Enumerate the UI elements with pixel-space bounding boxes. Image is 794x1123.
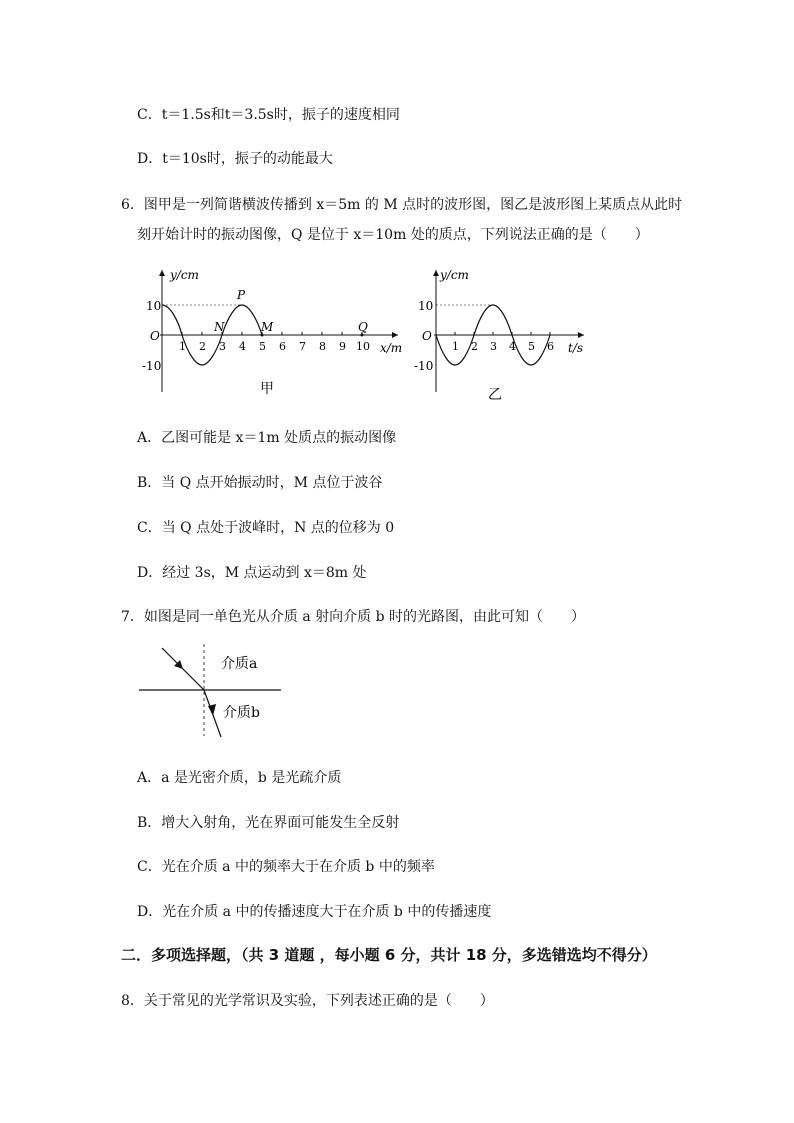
figure-light-path (135, 640, 295, 750)
origin-label: O (150, 329, 160, 343)
t-tick-label: 2 (471, 340, 478, 353)
x-label: x/m (380, 341, 403, 355)
x-tick-label: 3 (219, 340, 226, 353)
section-heading: 二．多项选择题，（共 3 道题 ，每小题 6 分，共计 18 分，多选错选均不得分） (121, 946, 657, 964)
y-label: y/cm (440, 268, 469, 282)
y-pos-label: 10 (146, 299, 162, 313)
medium-a-label: 介质a (221, 656, 258, 672)
point-q-label: Q (358, 320, 368, 334)
origin-label: O (422, 329, 432, 343)
x-tick-label: 10 (356, 340, 370, 353)
point-p-label: P (237, 288, 246, 302)
q7-stem: 7．如图是同一单色光从介质 a 射向介质 b 时的光路图，由此可知（ ） (121, 609, 586, 625)
y-label: y/cm (170, 268, 199, 282)
x-tick-label: 2 (199, 340, 206, 353)
y-neg-label: -10 (414, 359, 434, 373)
x-tick-label: 7 (299, 340, 306, 353)
medium-b-label: 介质b (223, 705, 260, 721)
point-m-label: M (261, 320, 274, 334)
t-tick-label: 4 (509, 340, 516, 353)
figure-caption: 乙 (488, 387, 502, 403)
q5-option-d: D．t＝10s时，振子的动能最大 (137, 151, 333, 167)
q6-stem-line2: 刻开始计时的振动图像，Q 是位于 x＝10m 处的质点，下列说法正确的是（ ） (137, 227, 649, 243)
x-tick-label: 8 (319, 340, 326, 353)
figure-vibration-graph (412, 262, 592, 402)
t-tick-label: 5 (528, 340, 535, 353)
refracted-arrow (208, 704, 216, 716)
q7-option-d: D．光在介质 a 中的传播速度大于在介质 b 中的传播速度 (137, 904, 492, 920)
q6-stem-line1: 6．图甲是一列简谐横波传播到 x＝5m 的 M 点时的波形图，图乙是波形图上某质点从此时 (121, 197, 683, 213)
x-tick-label: 1 (179, 340, 186, 353)
q6-option-a: A．乙图可能是 x＝1m 处质点的振动图像 (137, 430, 397, 446)
t-tick-label: 3 (490, 340, 497, 353)
t-label: t/s (568, 341, 584, 355)
y-pos-label: 10 (418, 299, 434, 313)
q6-option-d: D．经过 3s，M 点运动到 x＝8m 处 (137, 565, 367, 581)
q6-option-c: C．当 Q 点处于波峰时，N 点的位移为 0 (137, 520, 395, 536)
q7-option-b: B．增大入射角，光在界面可能发生全反射 (137, 815, 400, 831)
x-tick-label: 6 (279, 340, 286, 353)
q6-option-b: B．当 Q 点开始振动时，M 点位于波谷 (137, 475, 383, 491)
x-tick-label: 9 (339, 340, 346, 353)
q5-option-c: C．t＝1.5s和t＝3.5s时，振子的速度相同 (137, 107, 400, 123)
q7-option-c: C．光在介质 a 中的频率大于在介质 b 中的频率 (137, 859, 435, 875)
q8-stem: 8．关于常见的光学常识及实验，下列表述正确的是（ ） (121, 993, 494, 1009)
x-tick-label: 4 (239, 340, 246, 353)
t-tick-label: 1 (452, 340, 459, 353)
y-neg-label: -10 (142, 359, 162, 373)
q7-option-a: A．a 是光密介质，b 是光疏介质 (137, 770, 342, 786)
point-n-label: N (214, 320, 225, 334)
figure-caption: 甲 (260, 381, 274, 397)
t-tick-label: 6 (547, 340, 554, 353)
figure-wave-graph (140, 262, 403, 402)
x-tick-label: 5 (259, 340, 266, 353)
